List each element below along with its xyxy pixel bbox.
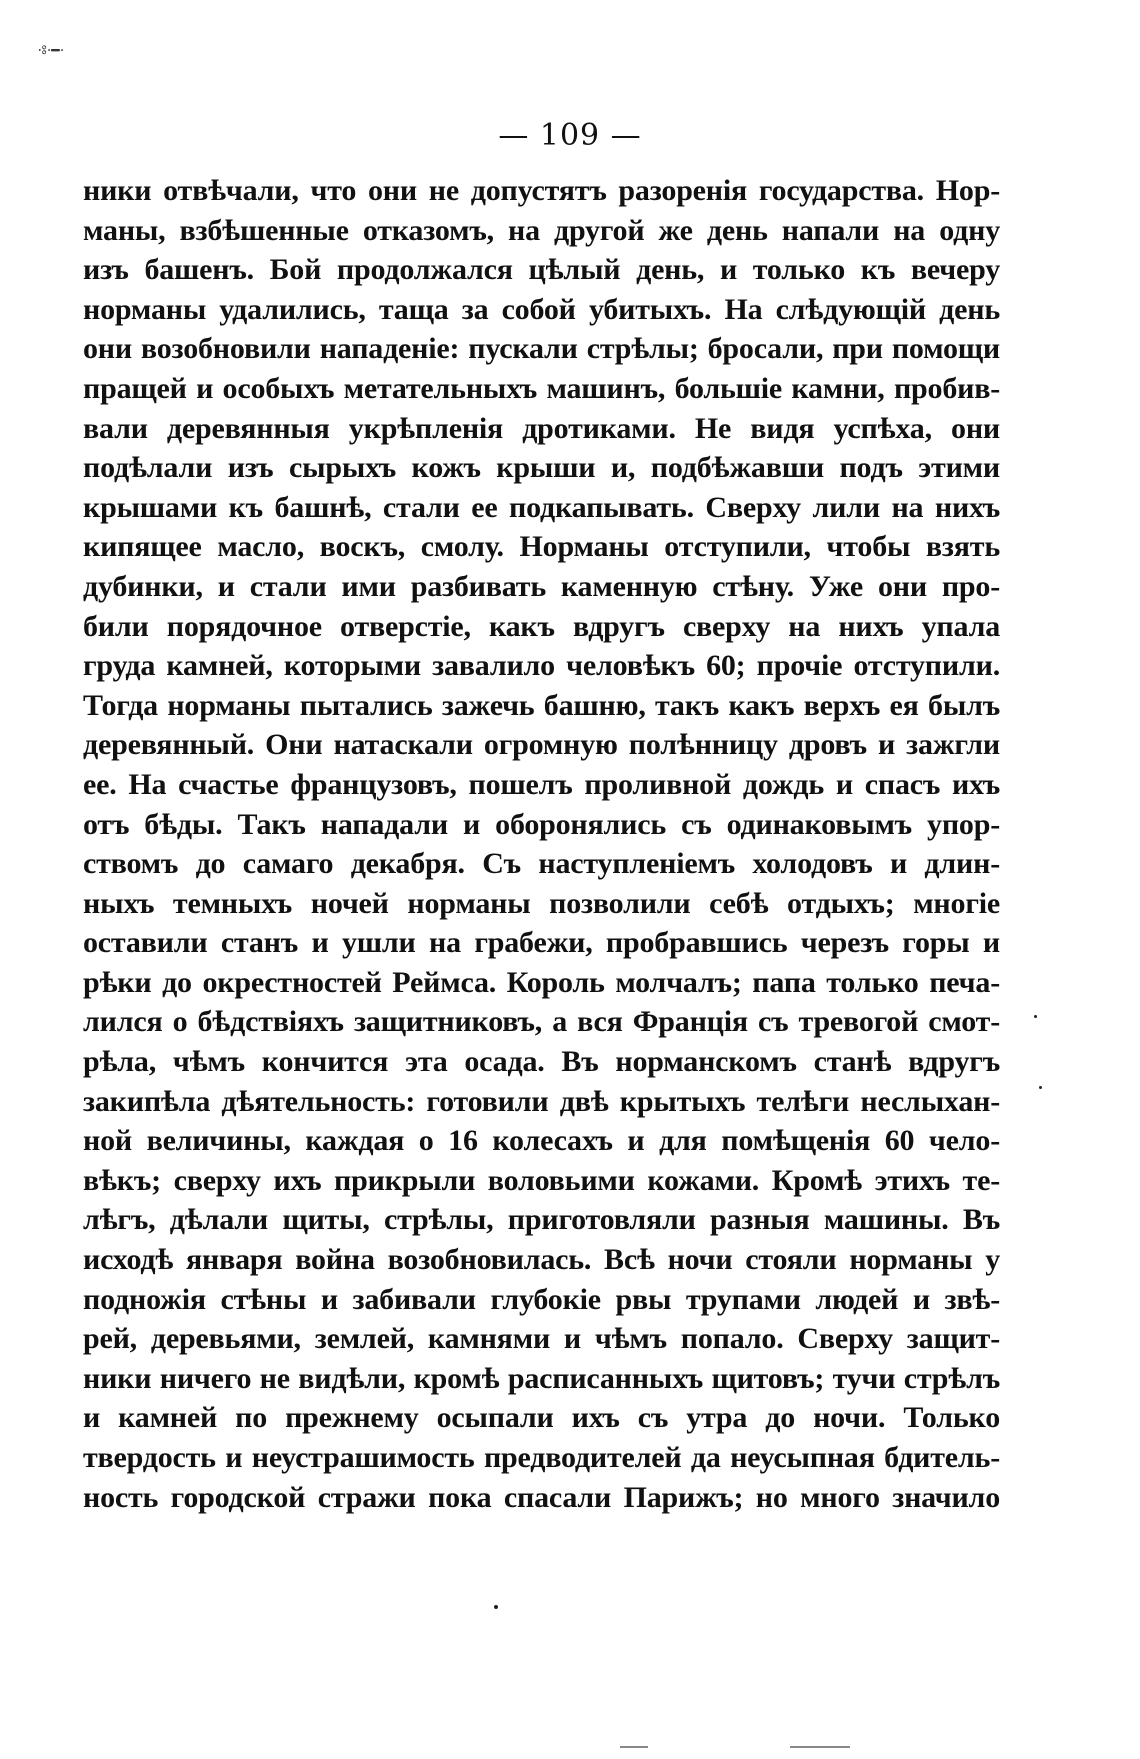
text-line: ствомъ до самаго декабря. Съ наступленіемъ холодовъ и длин- — [83, 847, 1000, 881]
text-line: исходѣ января война возобновилась. Всѣ ночи стояли норманы у — [83, 1243, 1000, 1277]
text-line: кипящее масло, воскъ, смолу. Норманы отступили, чтобы взять — [83, 530, 1000, 564]
text-line: отъ бѣды. Такъ нападали и оборонялись съ одинаковымъ упор- — [83, 807, 1000, 841]
text-line: изъ башенъ. Бой продолжался цѣлый день, и только къ вечеру — [83, 253, 1000, 287]
page-number: — 109 — — [498, 118, 642, 153]
text-line: били порядочное отверстіе, какъ вдругъ сверху на нихъ упала — [83, 609, 1000, 643]
body-text — [83, 171, 1000, 1517]
bottom-edge-mark — [790, 1746, 850, 1748]
text-line: рѣла, чѣмъ кончится эта осада. Въ норманскомъ станѣ вдругъ — [83, 1045, 1000, 1079]
text-line: маны, взбѣшенные отказомъ, на другой же день напали на одну — [83, 213, 1000, 247]
text-line: лился о бѣдствіяхъ защитниковъ, а вся Франція съ тревогой смот- — [83, 1005, 1000, 1039]
ink-speck — [494, 1605, 498, 1609]
text-line: дубинки, и стали ими разбивать каменную стѣну. Уже они про- — [83, 569, 1000, 603]
text-line: Тогда норманы пытались зажечь башню, такъ какъ верхъ ея былъ — [83, 688, 1000, 722]
text-line: вѣкъ; сверху ихъ прикрыли воловьими кожами. Кромѣ этихъ те- — [83, 1163, 1000, 1197]
text-line: рей, деревьями, землей, камнями и чѣмъ попало. Сверху защит- — [83, 1322, 1000, 1356]
text-line: оставили станъ и ушли на грабежи, пробравшись черезъ горы и — [83, 926, 1000, 960]
text-line: груда камней, которыми завалило человѣкъ 60; прочіе отступили. — [83, 649, 1000, 683]
text-line: пращей и особыхъ метательныхъ машинъ, большіе камни, пробив- — [83, 371, 1000, 405]
text-line: ныхъ темныхъ ночей норманы позволили себѣ отдыхъ; многіе — [83, 886, 1000, 920]
text-line: норманы удалились, таща за собой убитыхъ. На слѣдующій день — [83, 292, 1000, 326]
ink-speck — [1039, 1086, 1042, 1089]
text-line: ее. На счастье французовъ, пошелъ проливной дождь и спасъ ихъ — [83, 767, 1000, 801]
text-line: ность городской стражи пока спасали Парижъ; но много значило — [83, 1480, 1000, 1514]
text-line: подножія стѣны и забивали глубокіе рвы трупами людей и звѣ- — [83, 1282, 1000, 1316]
text-line: ники отвѣчали, что они не допустятъ разоренія государства. Нор- — [83, 174, 1000, 207]
text-line: закипѣла дѣятельность: готовили двѣ крытыхъ телѣги неслыхан- — [83, 1084, 1000, 1118]
bottom-edge-mark — [620, 1746, 648, 1748]
text-line: рѣки до окрестностей Реймса. Король молчалъ; папа только печа- — [83, 965, 1000, 999]
text-line: ники ничего не видѣли, кромѣ расписанныхъ щитовъ; тучи стрѣлъ — [83, 1361, 1000, 1395]
ink-speck — [1034, 1015, 1037, 1018]
text-line: вали деревянныя укрѣпленія дротиками. Не видя успѣха, они — [83, 411, 1000, 445]
text-line: ной величины, каждая о 16 колесахъ и для помѣщенія 60 чело- — [83, 1124, 1000, 1158]
corner-print-marks: ·ཿ·━· — [38, 43, 65, 59]
text-line: подѣлали изъ сырыхъ кожъ крыши и, подбѣжавши подъ этими — [83, 451, 1000, 485]
text-line: они возобновили нападеніе: пускали стрѣлы; бросали, при помощи — [83, 332, 1000, 366]
text-line: твердость и неустрашимость предводителей да неусыпная бдитель- — [83, 1441, 1000, 1474]
text-line: деревянный. Они натаскали огромную полѣнницу дровъ и зажгли — [83, 728, 1000, 762]
text-line: лѣгъ, дѣлали щиты, стрѣлы, приготовляли разныя машины. Въ — [83, 1203, 1000, 1237]
text-line: крышами къ башнѣ, стали ее подкапывать. Сверху лили на нихъ — [83, 490, 1000, 524]
text-line: и камней по прежнему осыпали ихъ съ утра до ночи. Только — [83, 1401, 1000, 1435]
